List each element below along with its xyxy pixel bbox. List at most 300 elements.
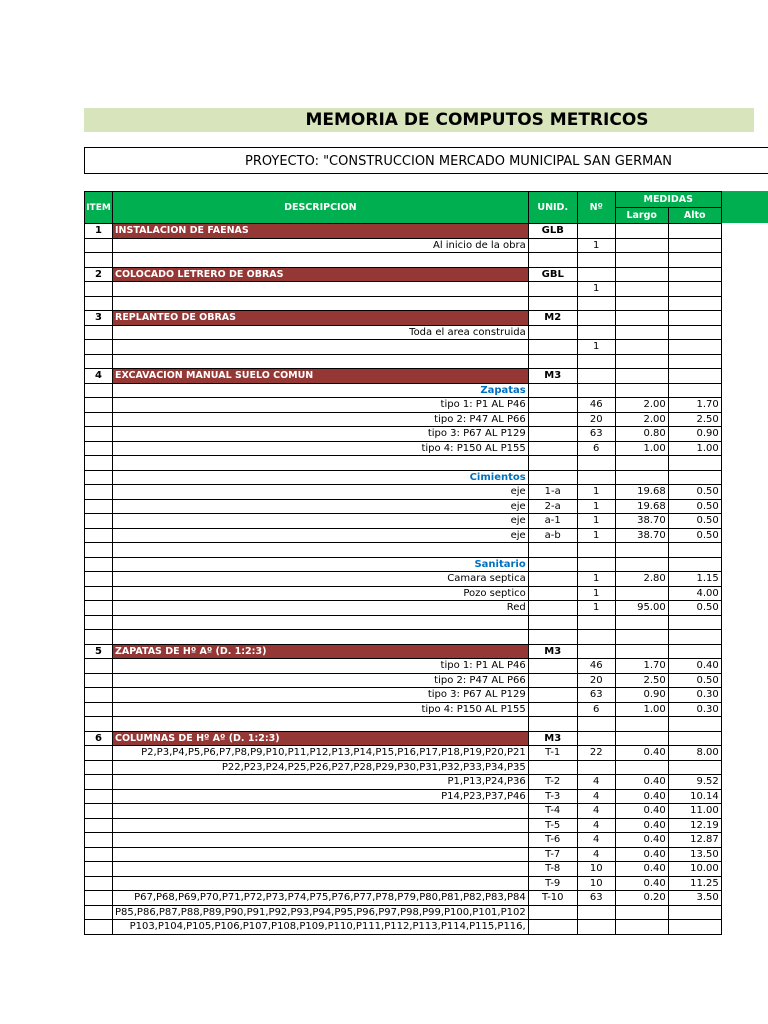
item-cell (85, 238, 113, 253)
count-cell (577, 456, 615, 471)
table-row (85, 456, 722, 471)
alto-cell (668, 325, 721, 340)
section-row (85, 311, 722, 326)
largo-cell (615, 615, 668, 630)
description-cell (113, 282, 529, 297)
alto-cell (668, 238, 721, 253)
description-cell (113, 717, 529, 732)
largo-cell (615, 644, 668, 659)
description-cell: P22,P23,P24,P25,P26,P27,P28,P29,P30,P31,P32,P33,P34,P35 (113, 760, 529, 775)
table-row (85, 847, 722, 862)
table-row (85, 920, 722, 935)
alto-cell (668, 282, 721, 297)
item-number: 4 (85, 369, 113, 384)
count-cell: 1 (577, 586, 615, 601)
item-cell (85, 296, 113, 311)
table-row (85, 325, 722, 340)
project-box (84, 147, 768, 174)
table-row (85, 528, 722, 543)
unit-cell (528, 659, 577, 674)
count-cell (577, 644, 615, 659)
item-cell (85, 818, 113, 833)
count-cell: 4 (577, 847, 615, 862)
project-name: PROYECTO: "CONSTRUCCION MERCADO MUNICIPAL SAN GERMAN (245, 154, 672, 169)
unit-cell (528, 456, 577, 471)
largo-cell (615, 905, 668, 920)
largo-cell: 2.50 (615, 673, 668, 688)
unit-cell: a-b (528, 528, 577, 543)
description-cell: P14,P23,P37,P46 (113, 789, 529, 804)
item-cell (85, 485, 113, 500)
count-cell: 20 (577, 673, 615, 688)
item-cell (85, 557, 113, 572)
unit-cell (528, 702, 577, 717)
item-cell (85, 702, 113, 717)
unit-cell: GBL (528, 267, 577, 282)
table-row (85, 441, 722, 456)
table-row (85, 572, 722, 587)
subheading-row (85, 470, 722, 485)
count-cell: 4 (577, 775, 615, 790)
unit-cell (528, 238, 577, 253)
alto-cell (668, 731, 721, 746)
count-cell (577, 557, 615, 572)
description-cell: tipo 1: P1 AL P46 (113, 398, 529, 413)
unit-cell (528, 543, 577, 558)
table-row (85, 412, 722, 427)
count-cell: 10 (577, 862, 615, 877)
unit-cell (528, 905, 577, 920)
alto-cell: 9.52 (668, 775, 721, 790)
alto-cell (668, 760, 721, 775)
table-row (85, 238, 722, 253)
largo-cell (615, 325, 668, 340)
header-descripcion: DESCRIPCION (113, 192, 529, 224)
unit-cell: T-7 (528, 847, 577, 862)
unit-cell (528, 340, 577, 355)
table-row (85, 659, 722, 674)
largo-cell: 19.68 (615, 499, 668, 514)
unit-cell: a-1 (528, 514, 577, 529)
alto-cell: 3.50 (668, 891, 721, 906)
item-cell (85, 615, 113, 630)
alto-cell: 8.00 (668, 746, 721, 761)
largo-cell (615, 282, 668, 297)
table-row (85, 876, 722, 891)
count-cell (577, 296, 615, 311)
description-cell: tipo 2: P47 AL P66 (113, 673, 529, 688)
section-row (85, 644, 722, 659)
item-cell (85, 746, 113, 761)
largo-cell: 0.40 (615, 876, 668, 891)
unit-cell (528, 630, 577, 645)
item-cell (85, 340, 113, 355)
table-row (85, 862, 722, 877)
unit-cell: T-4 (528, 804, 577, 819)
item-number: 3 (85, 311, 113, 326)
description-cell (113, 615, 529, 630)
alto-cell (668, 296, 721, 311)
largo-cell (615, 557, 668, 572)
largo-cell: 0.40 (615, 804, 668, 819)
count-cell (577, 369, 615, 384)
count-cell: 63 (577, 891, 615, 906)
count-cell: 4 (577, 804, 615, 819)
alto-cell (668, 630, 721, 645)
table-row (85, 905, 722, 920)
unit-cell (528, 253, 577, 268)
table-row (85, 760, 722, 775)
alto-cell (668, 470, 721, 485)
section-title: INSTALACION DE FAENAS (113, 224, 529, 239)
description-cell: Al inicio de la obra (113, 238, 529, 253)
unit-cell: 2-a (528, 499, 577, 514)
largo-cell (615, 760, 668, 775)
table-row (85, 253, 722, 268)
alto-cell (668, 644, 721, 659)
item-cell (85, 543, 113, 558)
table-row (85, 789, 722, 804)
item-cell (85, 383, 113, 398)
unit-cell: M2 (528, 311, 577, 326)
largo-cell: 0.40 (615, 833, 668, 848)
largo-cell (615, 543, 668, 558)
description-cell: tipo 4: P150 AL P155 (113, 702, 529, 717)
unit-cell (528, 572, 577, 587)
alto-cell (668, 369, 721, 384)
unit-cell (528, 398, 577, 413)
description-cell: P67,P68,P69,P70,P71,P72,P73,P74,P75,P76,P77,P78,P79,P80,P81,P82,P83,P84 (113, 891, 529, 906)
item-cell (85, 775, 113, 790)
alto-cell (668, 383, 721, 398)
subheading: Zapatas (113, 383, 529, 398)
table-row (85, 833, 722, 848)
table-row (85, 615, 722, 630)
table-row (85, 818, 722, 833)
count-cell: 6 (577, 702, 615, 717)
alto-cell: 0.40 (668, 659, 721, 674)
count-cell (577, 760, 615, 775)
table-row (85, 746, 722, 761)
count-cell: 20 (577, 412, 615, 427)
count-cell (577, 717, 615, 732)
table-row (85, 673, 722, 688)
unit-cell (528, 296, 577, 311)
unit-cell (528, 717, 577, 732)
alto-cell: 10.00 (668, 862, 721, 877)
subheading-row (85, 557, 722, 572)
alto-cell: 0.50 (668, 514, 721, 529)
description-cell: eje (113, 499, 529, 514)
alto-cell (668, 354, 721, 369)
description-cell: Toda el area construida (113, 325, 529, 340)
unit-cell (528, 688, 577, 703)
count-cell: 46 (577, 398, 615, 413)
count-cell: 1 (577, 238, 615, 253)
unit-cell: T-5 (528, 818, 577, 833)
count-cell (577, 325, 615, 340)
subheading: Sanitario (113, 557, 529, 572)
description-cell (113, 456, 529, 471)
alto-cell: 0.50 (668, 528, 721, 543)
largo-cell (615, 369, 668, 384)
description-cell: eje (113, 514, 529, 529)
alto-cell: 0.30 (668, 688, 721, 703)
largo-cell (615, 311, 668, 326)
unit-cell: T-9 (528, 876, 577, 891)
unit-cell: T-8 (528, 862, 577, 877)
item-number: 6 (85, 731, 113, 746)
count-cell (577, 267, 615, 282)
count-cell (577, 731, 615, 746)
description-cell: P103,P104,P105,P106,P107,P108,P109,P110,P111,P112,P113,P114,P115,P116, (113, 920, 529, 935)
item-cell (85, 905, 113, 920)
unit-cell (528, 586, 577, 601)
largo-cell (615, 296, 668, 311)
section-title: REPLANTEO DE OBRAS (113, 311, 529, 326)
table-row (85, 891, 722, 906)
unit-cell (528, 557, 577, 572)
description-cell: tipo 1: P1 AL P46 (113, 659, 529, 674)
count-cell: 63 (577, 427, 615, 442)
largo-cell (615, 920, 668, 935)
item-cell (85, 325, 113, 340)
alto-cell (668, 615, 721, 630)
description-cell (113, 630, 529, 645)
largo-cell: 2.00 (615, 398, 668, 413)
subheading: Cimientos (113, 470, 529, 485)
alto-cell: 1.70 (668, 398, 721, 413)
description-cell (113, 876, 529, 891)
largo-cell: 0.40 (615, 847, 668, 862)
table-row (85, 499, 722, 514)
count-cell: 1 (577, 514, 615, 529)
alto-cell: 11.00 (668, 804, 721, 819)
description-cell (113, 804, 529, 819)
table-row (85, 688, 722, 703)
description-cell: Pozo septico (113, 586, 529, 601)
count-cell: 6 (577, 441, 615, 456)
largo-cell: 2.80 (615, 572, 668, 587)
section-row (85, 267, 722, 282)
item-cell (85, 833, 113, 848)
table-row (85, 514, 722, 529)
largo-cell: 0.40 (615, 746, 668, 761)
largo-cell (615, 630, 668, 645)
count-cell: 63 (577, 688, 615, 703)
unit-cell (528, 920, 577, 935)
table-row (85, 586, 722, 601)
largo-cell: 1.70 (615, 659, 668, 674)
count-cell: 22 (577, 746, 615, 761)
item-cell (85, 253, 113, 268)
largo-cell (615, 224, 668, 239)
alto-cell: 0.30 (668, 702, 721, 717)
page-title: MEMORIA DE COMPUTOS METRICOS (305, 110, 649, 130)
largo-cell: 0.40 (615, 775, 668, 790)
subheading-row (85, 383, 722, 398)
count-cell (577, 311, 615, 326)
count-cell: 4 (577, 818, 615, 833)
description-cell (113, 340, 529, 355)
description-cell (113, 543, 529, 558)
description-cell (113, 818, 529, 833)
alto-cell: 4.00 (668, 586, 721, 601)
unit-cell: M3 (528, 731, 577, 746)
largo-cell (615, 470, 668, 485)
count-cell: 1 (577, 528, 615, 543)
description-cell: tipo 3: P67 AL P129 (113, 688, 529, 703)
largo-cell (615, 731, 668, 746)
description-cell: P85,P86,P87,P88,P89,P90,P91,P92,P93,P94,P95,P96,P97,P98,P99,P100,P101,P102 (113, 905, 529, 920)
largo-cell: 0.40 (615, 789, 668, 804)
table-row (85, 485, 722, 500)
unit-cell (528, 441, 577, 456)
count-cell (577, 630, 615, 645)
largo-cell: 0.80 (615, 427, 668, 442)
count-cell: 10 (577, 876, 615, 891)
largo-cell: 1.00 (615, 441, 668, 456)
header-unid: UNID. (528, 192, 577, 224)
alto-cell (668, 456, 721, 471)
computos-body (85, 224, 722, 935)
table-row (85, 717, 722, 732)
description-cell: P1,P13,P24,P36 (113, 775, 529, 790)
count-cell: 46 (577, 659, 615, 674)
alto-cell: 2.50 (668, 412, 721, 427)
alto-cell: 1.00 (668, 441, 721, 456)
unit-cell: M3 (528, 644, 577, 659)
item-cell (85, 789, 113, 804)
computos-table (84, 191, 722, 935)
alto-cell: 0.90 (668, 427, 721, 442)
item-cell (85, 717, 113, 732)
largo-cell: 0.40 (615, 818, 668, 833)
section-row (85, 731, 722, 746)
item-cell (85, 862, 113, 877)
item-cell (85, 427, 113, 442)
section-row (85, 369, 722, 384)
description-cell: eje (113, 528, 529, 543)
description-cell: P2,P3,P4,P5,P6,P7,P8,P9,P10,P11,P12,P13,P14,P15,P16,P17,P18,P19,P20,P21 (113, 746, 529, 761)
table-row (85, 804, 722, 819)
largo-cell (615, 586, 668, 601)
item-cell (85, 891, 113, 906)
item-cell (85, 876, 113, 891)
item-cell (85, 441, 113, 456)
table-row (85, 543, 722, 558)
largo-cell: 19.68 (615, 485, 668, 500)
count-cell (577, 905, 615, 920)
computos-sheet (84, 191, 722, 935)
count-cell: 1 (577, 282, 615, 297)
section-title: COLUMNAS DE Hº Aº (D. 1:2:3) (113, 731, 529, 746)
unit-cell (528, 383, 577, 398)
largo-cell (615, 717, 668, 732)
count-cell: 1 (577, 601, 615, 616)
header-alto: Alto (668, 208, 721, 224)
item-cell (85, 470, 113, 485)
item-cell (85, 847, 113, 862)
header-largo: Largo (615, 208, 668, 224)
alto-cell: 0.50 (668, 673, 721, 688)
item-cell (85, 412, 113, 427)
count-cell (577, 253, 615, 268)
item-number: 5 (85, 644, 113, 659)
largo-cell: 1.00 (615, 702, 668, 717)
alto-cell: 13.50 (668, 847, 721, 862)
count-cell (577, 383, 615, 398)
description-cell: tipo 3: P67 AL P129 (113, 427, 529, 442)
alto-cell: 1.15 (668, 572, 721, 587)
count-cell (577, 920, 615, 935)
header-item: ITEM (85, 192, 113, 224)
item-cell (85, 528, 113, 543)
largo-cell (615, 383, 668, 398)
description-cell (113, 862, 529, 877)
largo-cell (615, 456, 668, 471)
largo-cell: 2.00 (615, 412, 668, 427)
description-cell (113, 253, 529, 268)
alto-cell (668, 557, 721, 572)
description-cell: tipo 4: P150 AL P155 (113, 441, 529, 456)
largo-cell (615, 354, 668, 369)
table-row (85, 702, 722, 717)
unit-cell (528, 615, 577, 630)
count-cell (577, 224, 615, 239)
alto-cell (668, 224, 721, 239)
count-cell: 4 (577, 789, 615, 804)
description-cell (113, 296, 529, 311)
item-number: 1 (85, 224, 113, 239)
table-row (85, 630, 722, 645)
unit-cell (528, 325, 577, 340)
item-cell (85, 673, 113, 688)
item-cell (85, 688, 113, 703)
alto-cell (668, 920, 721, 935)
item-number: 2 (85, 267, 113, 282)
unit-cell (528, 470, 577, 485)
unit-cell (528, 354, 577, 369)
unit-cell: T-1 (528, 746, 577, 761)
count-cell (577, 470, 615, 485)
item-cell (85, 586, 113, 601)
alto-cell: 11.25 (668, 876, 721, 891)
unit-cell: M3 (528, 369, 577, 384)
largo-cell: 38.70 (615, 514, 668, 529)
description-cell (113, 354, 529, 369)
table-row (85, 340, 722, 355)
table-row (85, 775, 722, 790)
unit-cell (528, 282, 577, 297)
unit-cell (528, 412, 577, 427)
alto-cell (668, 340, 721, 355)
section-row (85, 224, 722, 239)
unit-cell: T-3 (528, 789, 577, 804)
item-cell (85, 572, 113, 587)
alto-cell (668, 267, 721, 282)
table-row (85, 296, 722, 311)
item-cell (85, 456, 113, 471)
unit-cell: 1-a (528, 485, 577, 500)
table-row (85, 427, 722, 442)
unit-cell: T-6 (528, 833, 577, 848)
item-cell (85, 920, 113, 935)
unit-cell (528, 601, 577, 616)
item-cell (85, 601, 113, 616)
section-title: COLOCADO LETRERO DE OBRAS (113, 267, 529, 282)
unit-cell: T-10 (528, 891, 577, 906)
